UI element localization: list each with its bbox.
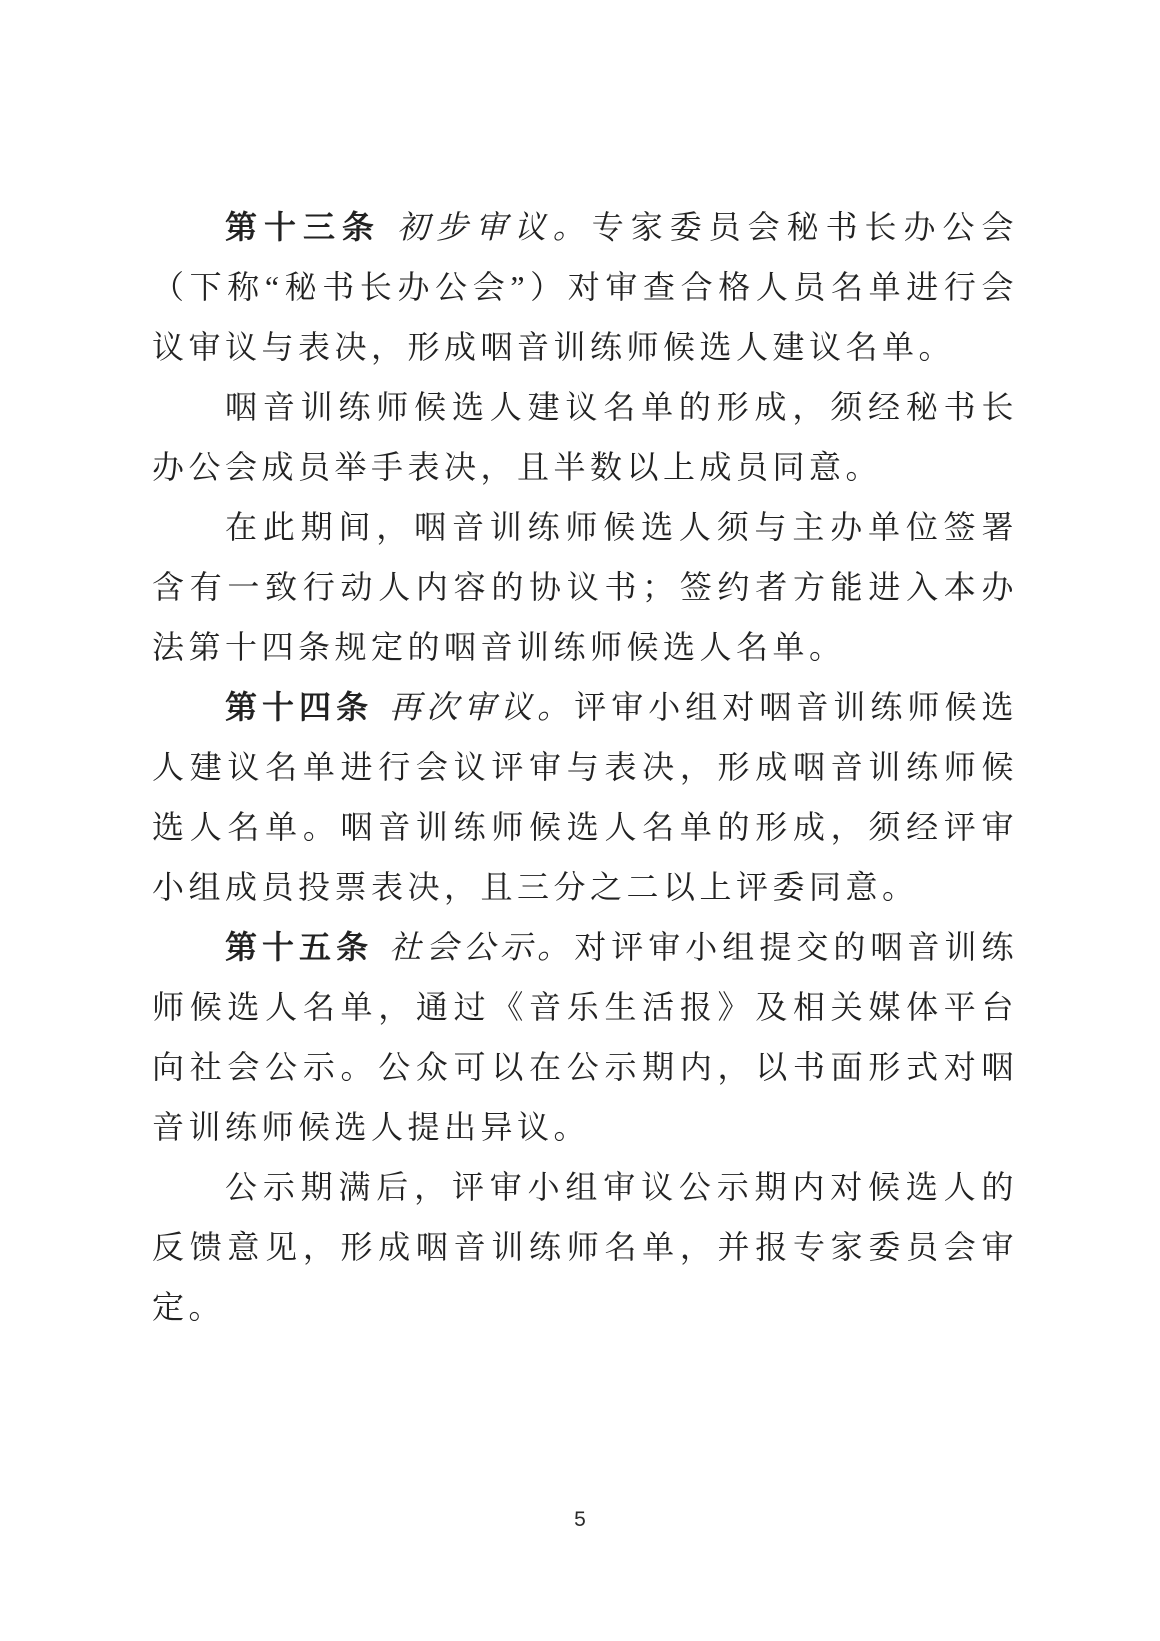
page-number: 5 — [574, 1508, 586, 1531]
article-title: 再次审议。 — [389, 689, 575, 725]
paragraph-text: 咽音训练师候选人建议名单的形成，须经秘书长办公会成员举手表决，且半数以上成员同意。 — [152, 389, 1018, 485]
article-body: 评审小组对咽音训练师候选人建议名单进行会议评审与表决，形成咽音训练师候选人名单。咽音训练师候选人名单的形成，须经评审小组成员投票表决，且三分之二以上评委同意。 — [152, 689, 1018, 905]
article-number: 第十四条 — [225, 689, 374, 725]
article-title: 初步审议。 — [396, 209, 592, 245]
article-body: 对评审小组提交的咽音训练师候选人名单，通过《音乐生活报》及相关媒体平台向社会公示。公众可以在公示期内，以书面形式对咽音训练师候选人提出异议。 — [152, 929, 1018, 1145]
paragraph-text: 公示期满后，评审小组审议公示期内对候选人的反馈意见，形成咽音训练师名单，并报专家委员会审定。 — [152, 1169, 1018, 1325]
paragraph-article-13 — [152, 197, 1018, 377]
article-body: 专家委员会秘书长办公会（下称“秘书长办公会”）对审查合格人员名单进行会议审议与表决，形成咽音训练师候选人建议名单。 — [152, 209, 1018, 365]
article-number: 第十五条 — [225, 929, 374, 965]
article-number: 第十三条 — [225, 209, 381, 245]
paragraph — [152, 1157, 1018, 1337]
paragraph-article-15 — [152, 917, 1018, 1157]
paragraph-article-14 — [152, 677, 1018, 917]
paragraph — [152, 377, 1018, 497]
paragraph — [152, 497, 1018, 677]
article-title: 社会公示。 — [389, 929, 575, 965]
document-content — [152, 197, 1018, 1337]
paragraph-text: 在此期间，咽音训练师候选人须与主办单位签署含有一致行动人内容的协议书；签约者方能进入本办法第十四条规定的咽音训练师候选人名单。 — [152, 509, 1018, 665]
